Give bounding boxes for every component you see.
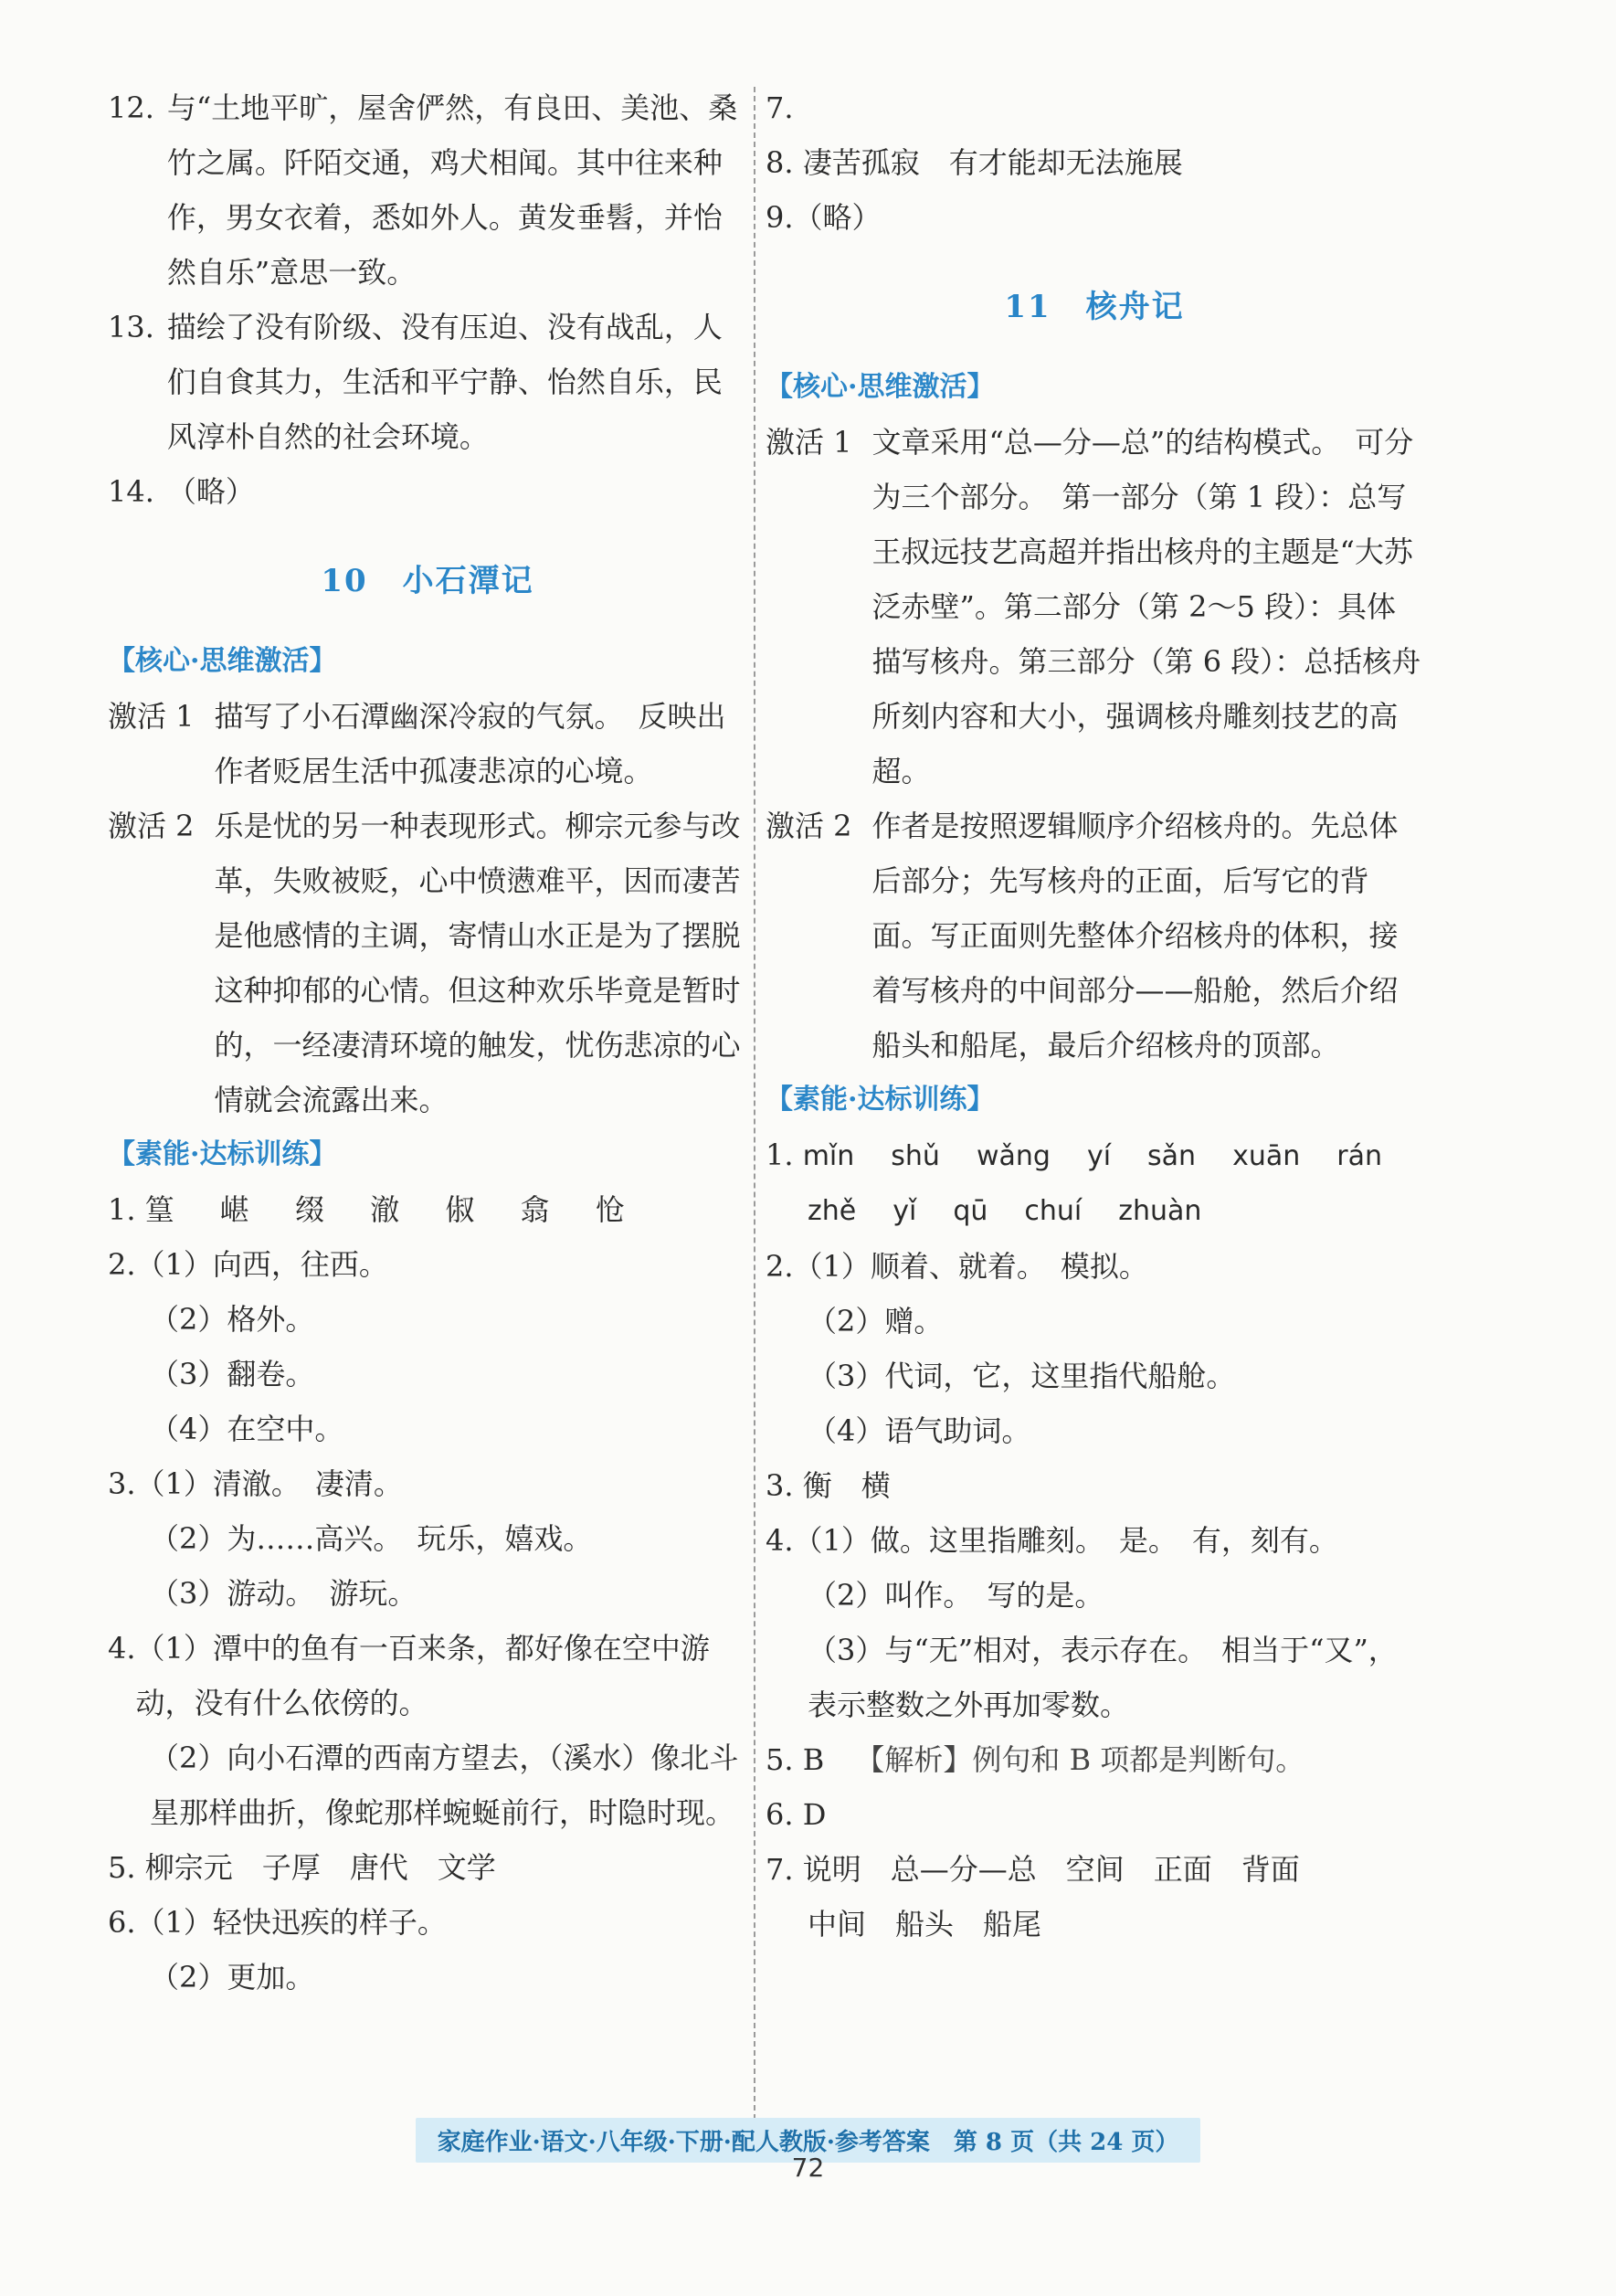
sub-answer: （3）游动。 游玩。 (150, 1576, 417, 1611)
answer-q8-prev (766, 135, 1423, 190)
answer-q1-pinyin (766, 1127, 1423, 1184)
activation-label: 激活 1 (108, 699, 195, 734)
section-title-11 (766, 280, 1423, 334)
char-1: 篁 (144, 1192, 174, 1227)
item-number: 12. (108, 90, 154, 125)
pinyin: rán (1336, 1140, 1382, 1172)
activation-label: 激活 2 (108, 809, 195, 843)
left-column (108, 80, 747, 2005)
tag-skill-training: 【素能·达标训练】 (766, 1084, 995, 1116)
section-number: 10 (321, 563, 368, 599)
explanation: 【解析】例句和 B 项都是判断句。 (855, 1742, 1305, 1777)
section-title-10 (108, 554, 747, 608)
sub-answer: （1）向西，往西。 (135, 1247, 388, 1282)
answer-item-12 (108, 80, 747, 300)
pinyin: wǎng (976, 1140, 1051, 1172)
item-number: 5. (108, 1850, 136, 1885)
char-5: 俶 (445, 1192, 475, 1227)
pinyin: yí (1086, 1140, 1112, 1172)
answer-q3 (108, 1456, 747, 1511)
pinyin: yǐ (892, 1195, 917, 1227)
tag-core-activation: 【核心·思维激活】 (766, 371, 995, 403)
activation-2 (108, 799, 747, 1127)
item-number: 4. (108, 1631, 136, 1666)
right-column (766, 80, 1423, 1952)
sub-answer: （3）翻卷。 (150, 1357, 315, 1391)
sub-answer: （2）格外。 (150, 1302, 315, 1337)
answer-q6 (108, 1895, 747, 1950)
answer-text: （略） (793, 200, 882, 235)
sub-answer: （1）顺着、就着。 模拟。 (793, 1249, 1148, 1284)
pinyin: sǎn (1147, 1140, 1197, 1172)
pinyin: zhě (808, 1195, 857, 1227)
answer-text: 说明 总—分—总 空间 正面 背面 (802, 1852, 1300, 1887)
item-number: 3. (108, 1466, 136, 1501)
answer-q6 (766, 1787, 1423, 1842)
sub-answer (794, 80, 1423, 135)
item-number: 14. (108, 474, 154, 509)
answer-q4 (108, 1621, 747, 1730)
activation-2 (766, 799, 1423, 1073)
item-text: 描绘了没有阶级、没有压迫、没有战乱，人们自食其力，生活和平宁静、怡然自乐，民风淳朴自然的社会环境。 (166, 310, 723, 454)
sub-answer: （2）更加。 (150, 1960, 315, 1994)
pinyin: qū (953, 1195, 988, 1227)
pinyin: xuān (1232, 1140, 1301, 1172)
activation-label: 激活 1 (766, 425, 852, 460)
answer-q5 (766, 1732, 1423, 1787)
answer-q2 (108, 1237, 747, 1292)
activation-text: 作者是按照逻辑顺序介绍核舟的。先总体后部分；先写核舟的正面，后写它的背面。写正面则先整体介绍核舟的体积，接着写核舟的中间部分——船舱，然后介绍船头和船尾，最后介绍核舟的顶部。 (871, 809, 1399, 1063)
activation-text: 描写了小石潭幽深冷寂的气氛。 反映出作者贬居生活中孤凄悲凉的心境。 (214, 699, 726, 788)
answer-text: 凄苦孤寂 有才能却无法施展 (802, 145, 1183, 180)
pinyin-line-2 (766, 1184, 1423, 1239)
item-number: 13. (108, 310, 154, 344)
footer-banner: 家庭作业·语文·八年级·下册·配人教版·参考答案 第 8 页（共 24 页） (416, 2118, 1201, 2163)
tag-core-activation: 【核心·思维激活】 (108, 645, 337, 677)
answer-q9-prev (766, 190, 1423, 245)
item-number: 4. (766, 1523, 794, 1558)
answer-choice: D (802, 1797, 827, 1832)
activation-label: 激活 2 (766, 809, 852, 843)
activation-1 (108, 689, 747, 799)
answer-q1 (108, 1182, 747, 1237)
answer-q5 (108, 1840, 747, 1895)
item-number: 3. (766, 1468, 794, 1503)
answer-q3 (766, 1458, 1423, 1513)
item-number: 7. (766, 90, 794, 125)
page-number: 72 (791, 2153, 825, 2183)
char-3: 缀 (295, 1192, 325, 1227)
item-number: 6. (108, 1905, 136, 1940)
char-2: 嵁 (219, 1192, 249, 1227)
activation-1 (766, 415, 1423, 799)
sub-answer: （2）为……高兴。 玩乐，嬉戏。 (150, 1521, 593, 1556)
item-number: 5. (766, 1742, 794, 1777)
sub-answer: （2）赠。 (808, 1304, 944, 1338)
sub-answer: （2）向小石潭的西南方望去，（溪水）像北斗星那样曲折，像蛇那样蜿蜒前行，时隐时现。 (150, 1741, 739, 1830)
section-name: 核舟记 (1085, 289, 1185, 325)
pinyin: zhuàn (1118, 1195, 1202, 1227)
sub-answer: （1）轻快迅疾的样子。 (135, 1905, 447, 1940)
sub-answer: （1）做。这里指雕刻。 是。 有，刻有。 (793, 1523, 1338, 1558)
item-number: 2. (766, 1249, 794, 1284)
pinyin: chuí (1024, 1195, 1083, 1227)
activation-text: 乐是忧的另一种表现形式。柳宗元参与改革，失败被贬，心中愤懑难平，因而凄苦是他感情的主调，寄情山水正是为了摆脱这种抑郁的心情。但这种欢乐毕竟是暂时的，一经凄清环境的触发，忧伤悲凉的心情就会流露出来。 (214, 809, 741, 1117)
column-divider (754, 87, 755, 2129)
sub-answer: （1）潭中的鱼有一百来条，都好像在空中游动，没有什么依傍的。 (135, 1631, 710, 1720)
item-number: 7. (766, 1852, 794, 1887)
activation-text: 文章采用“总—分—总”的结构模式。 可分为三个部分。 第一部分（第 1 段）：总写王叔远技艺高超并指出核舟的主题是“大苏泛赤壁”。第二部分（第 2～5 段）：具体描写核舟。第三部分（第 6 段）：总括核舟所刻内容和大小，强调核舟雕刻技艺的高超。 (871, 425, 1421, 788)
item-text: （略） (166, 474, 255, 509)
char-6: 翕 (520, 1192, 550, 1227)
answer-text: 柳宗元 子厚 唐代 文学 (144, 1850, 496, 1885)
pinyin: mǐn (802, 1140, 855, 1172)
section-number: 11 (1004, 289, 1051, 325)
sub-answer: （4）语气助词。 (808, 1413, 1031, 1448)
answer-item-13 (108, 300, 747, 464)
answer-text: 中间 船头 船尾 (808, 1907, 1042, 1942)
sub-answer: （2）叫作。 写的是。 (808, 1578, 1104, 1613)
answer-q7 (766, 1842, 1423, 1897)
tag-skill-training: 【素能·达标训练】 (108, 1138, 337, 1170)
item-number: 6. (766, 1797, 794, 1832)
item-number: 1. (766, 1137, 794, 1172)
section-name: 小石潭记 (402, 563, 534, 599)
sub-answer: （1）清澈。 凄清。 (135, 1466, 403, 1501)
item-number: 9. (766, 200, 794, 235)
sub-answer: （3）与“无”相对，表示存在。 相当于“又”，表示整数之外再加零数。 (808, 1633, 1398, 1722)
char-7: 怆 (595, 1192, 625, 1227)
pinyin: shǔ (891, 1140, 940, 1172)
answer-item-14 (108, 464, 747, 519)
item-number: 1. (108, 1192, 136, 1227)
sub-answer: （4）在空中。 (150, 1412, 344, 1446)
answer-q4 (766, 1513, 1423, 1568)
answer-choice: B (802, 1742, 825, 1777)
item-number: 2. (108, 1247, 136, 1282)
sub-answer: （3）代词，它，这里指代船舱。 (808, 1359, 1236, 1393)
char-4: 澈 (370, 1192, 400, 1227)
answer-text: 衡 横 (802, 1468, 891, 1503)
answer-q7-prev (766, 80, 1423, 135)
answer-q2 (766, 1239, 1423, 1294)
item-text: 与“土地平旷，屋舍俨然，有良田、美池、桑竹之属。阡陌交通，鸡犬相闻。其中往来种作，男女衣着，悉如外人。黄发垂髫，并怡然自乐”意思一致。 (166, 90, 738, 290)
item-number: 8. (766, 145, 794, 180)
